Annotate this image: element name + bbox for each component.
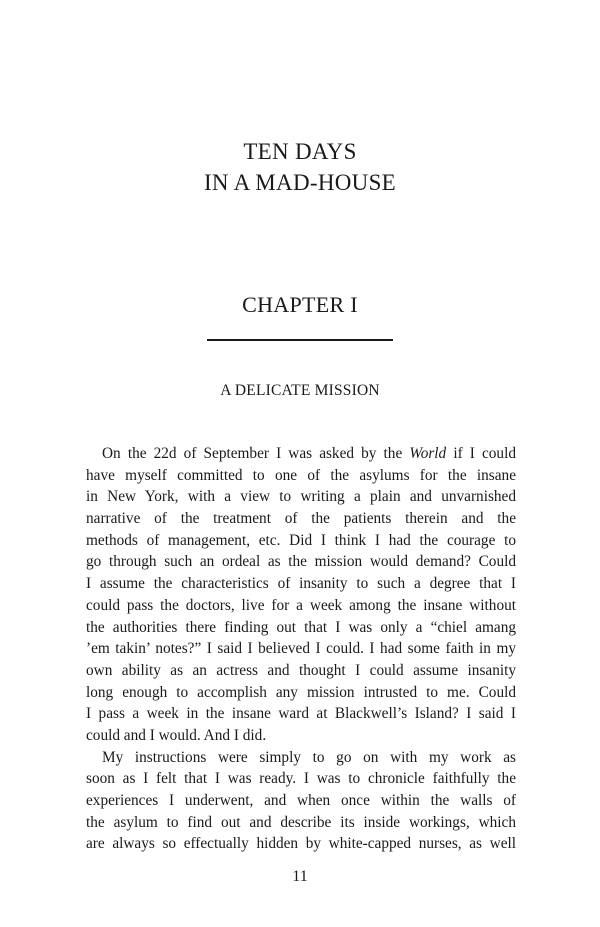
text-line: narrative of the treatment of the patients therein and the <box>86 510 516 528</box>
page-number: 11 <box>292 868 308 885</box>
text-line: in New York, with a view to writing a plain and unvarnished <box>86 488 516 506</box>
text-line: I assume the characteristics of insanity to such a degree that I <box>86 575 516 593</box>
text-line: own ability as an actress and thought I could assume insanity <box>86 661 516 679</box>
chapter-divider <box>207 339 393 341</box>
text-line: On the 22d of September I was asked by the World if I could <box>102 445 516 462</box>
text-line: ’em takin’ notes?” I said I believed I could. I had some faith in my <box>86 640 516 658</box>
text-line: the authorities there finding out that I was only a “chiel amang <box>86 618 516 636</box>
text-line: have myself committed to one of the asylums for the insane <box>86 466 516 484</box>
text-line: are always so effectually hidden by white-capped nurses, as well <box>86 835 516 853</box>
text-line: long enough to accomplish any mission intrusted to me. Could <box>86 683 516 701</box>
paragraph <box>86 747 516 855</box>
italic-title: World <box>409 445 447 462</box>
text-line: soon as I felt that I was ready. I was to chronicle faithfully the <box>86 770 516 788</box>
text-line: go through such an ordeal as the mission would demand? Could <box>86 553 516 571</box>
paragraph <box>86 443 516 747</box>
chapter-subtitle: A DELICATE MISSION <box>220 382 380 399</box>
book-title-line-1: TEN DAYS <box>243 139 357 164</box>
text-line: My instructions were simply to go on with my work as <box>102 748 516 766</box>
body-text <box>86 443 516 855</box>
book-title <box>0 136 600 198</box>
chapter-heading: CHAPTER I <box>242 292 358 317</box>
text-line: methods of management, etc. Did I think I had the courage to <box>86 531 516 549</box>
text-line: I pass a week in the insane ward at Blackwell’s Island? I said I <box>86 705 516 723</box>
text-line: could pass the doctors, live for a week among the insane without <box>86 596 516 614</box>
text-line: experiences I underwent, and when once within the walls of <box>86 792 516 809</box>
text-line: the asylum to find out and describe its inside workings, which <box>86 813 516 831</box>
text-line: could and I would. And I did. <box>86 726 267 744</box>
book-title-line-2: IN A MAD-HOUSE <box>203 170 397 195</box>
